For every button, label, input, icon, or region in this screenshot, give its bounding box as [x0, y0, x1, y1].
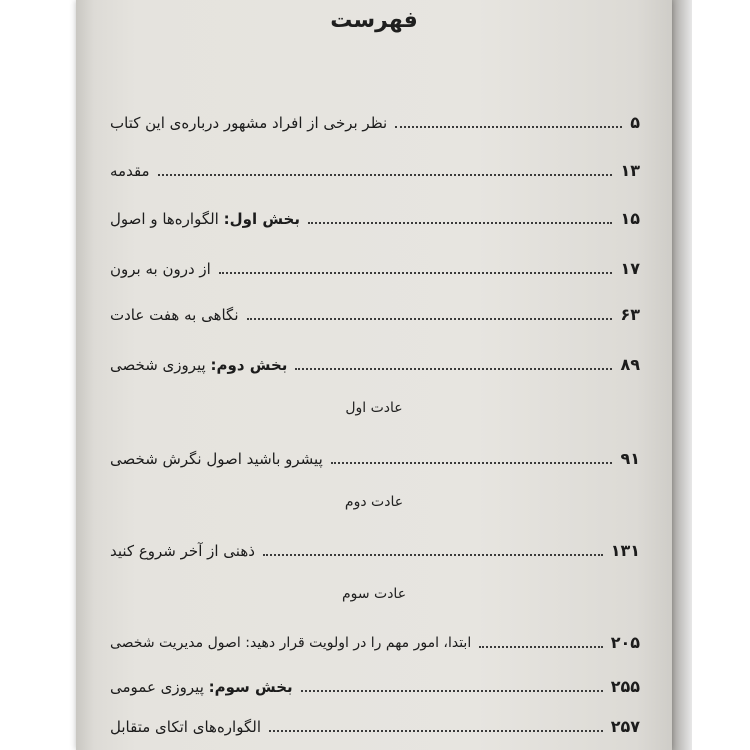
dot-leader — [395, 125, 622, 128]
dot-leader — [247, 317, 613, 320]
toc-entry-label — [110, 716, 261, 738]
toc-entry-title: ابتدا، امور مهم را در اولویت قرار دهید: اصول مدیریت شخصی — [110, 635, 472, 651]
toc-entry-title: نگاهی به هفت عادت — [110, 306, 239, 324]
book-gutter — [672, 0, 692, 750]
toc-entry-part: بخش دوم: — [210, 356, 288, 374]
book-page — [76, 0, 672, 750]
toc-entry — [110, 200, 640, 230]
toc-entry-label — [110, 676, 293, 698]
toc-entry — [110, 440, 640, 470]
toc-entry-page: ۸۹ — [620, 355, 640, 374]
toc-entry — [110, 152, 640, 182]
dot-leader — [295, 367, 612, 370]
dot-leader — [263, 553, 603, 556]
toc-entry — [110, 250, 640, 280]
dot-leader — [219, 271, 613, 274]
toc-entry-label — [110, 354, 287, 376]
dot-leader — [308, 221, 612, 224]
toc-entry — [110, 104, 640, 134]
toc-entry-title: ذهنی از آخر شروع کنید — [110, 542, 255, 560]
toc-entry-page: ۹۱ — [620, 449, 640, 468]
toc-entry-page: ۱۳۱ — [610, 541, 640, 560]
toc-entry-part: بخش سوم: — [208, 678, 293, 696]
toc-entry-title: از درون به برون — [110, 260, 211, 278]
dot-leader — [331, 461, 613, 464]
toc-entry-page: ۶۳ — [620, 305, 640, 324]
toc-entry-title: الگواره‌های اتکای متقابل — [110, 718, 261, 736]
toc-entry-label — [110, 448, 323, 470]
dot-leader — [158, 173, 613, 176]
toc-entry-title: پیروزی عمومی — [110, 678, 209, 696]
toc-entry-part: بخش اول: — [223, 210, 300, 228]
toc-entry-title: الگواره‌ها و اصول — [110, 210, 224, 228]
toc-entry-label — [110, 208, 300, 230]
toc-entry — [110, 346, 640, 376]
toc-entry-title: مقدمه — [110, 162, 150, 180]
toc-entry-label — [110, 540, 255, 562]
toc-entry-page: ۵ — [630, 113, 640, 132]
dot-leader — [269, 729, 603, 732]
toc-entry-page: ۱۷ — [620, 259, 640, 278]
dot-leader — [479, 645, 602, 648]
toc-entry-title: پیشرو باشید اصول نگرش شخصی — [110, 450, 323, 468]
habit-heading: عادت سوم — [341, 586, 407, 602]
toc-entry-title: نظر برخی از افراد مشهور درباره‌ی این کتاب — [110, 114, 388, 132]
toc-entry-title: پیروزی شخصی — [110, 356, 211, 374]
toc-entry-label — [110, 160, 150, 182]
toc-entry-page: ۱۳ — [620, 161, 640, 180]
toc-entry-label — [110, 258, 211, 280]
habit-heading: عادت اول — [345, 400, 403, 416]
page-title: فهرست — [330, 8, 418, 33]
dot-leader — [301, 689, 603, 692]
toc-entry-page: ۲۵۷ — [610, 717, 640, 736]
toc-entry — [110, 296, 640, 326]
toc-entry — [110, 668, 640, 698]
toc-entry-label — [110, 112, 387, 134]
toc-entry-label — [110, 304, 239, 326]
toc-entry — [110, 624, 640, 654]
toc-entry — [110, 708, 640, 738]
toc-entry-page: ۲۰۵ — [610, 633, 640, 652]
toc-entry — [110, 532, 640, 562]
toc-entry-page: ۲۵۵ — [610, 677, 640, 696]
toc-entry-label — [110, 632, 471, 654]
habit-heading: عادت دوم — [344, 494, 404, 510]
toc-entry-page: ۱۵ — [620, 209, 640, 228]
